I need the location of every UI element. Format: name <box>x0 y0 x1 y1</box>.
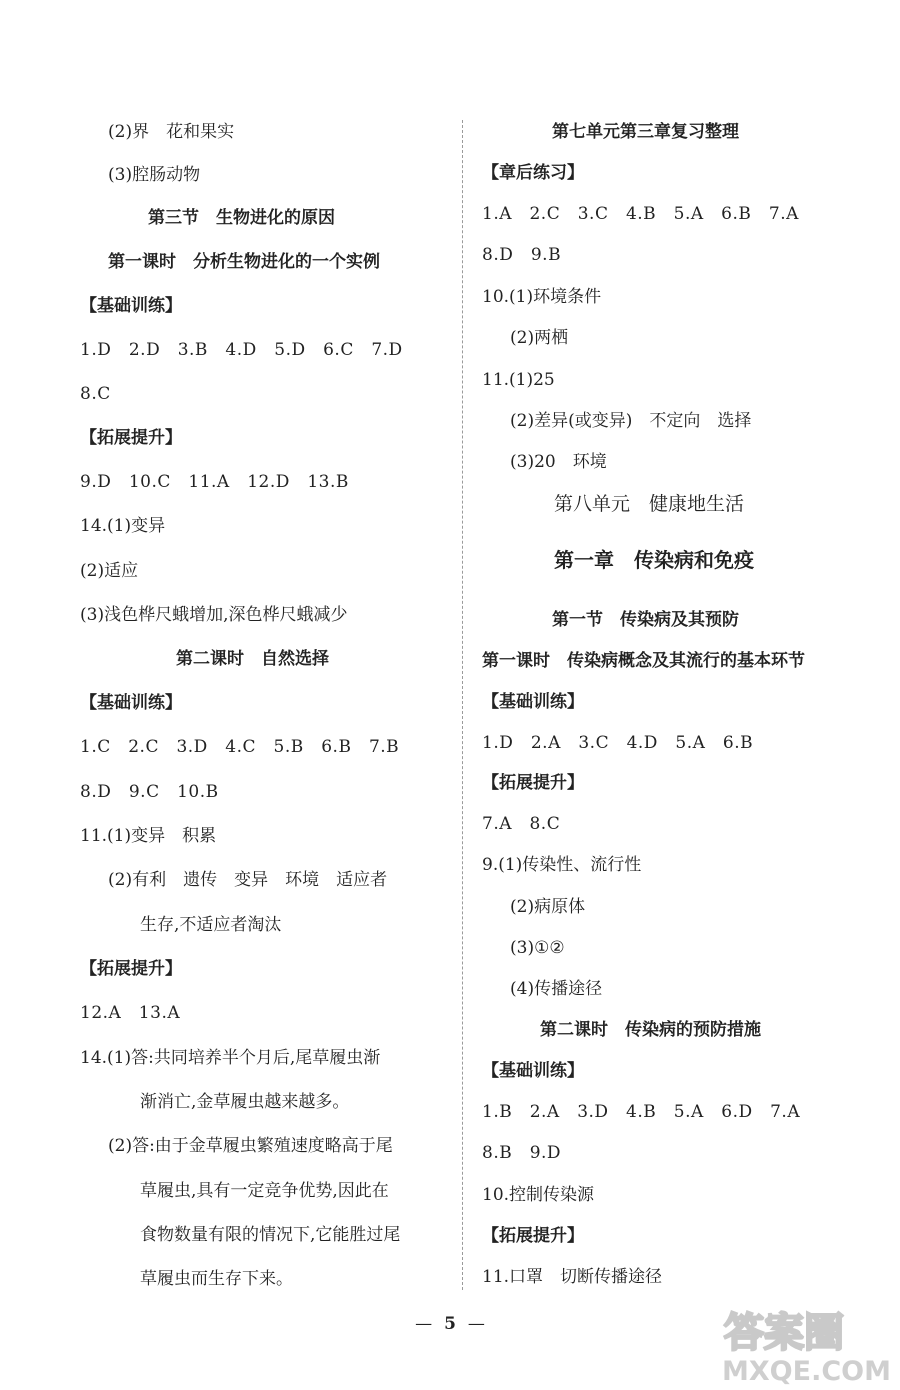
answer-line: (4)传播途径 <box>510 979 603 999</box>
answer-line: 食物数量有限的情况下,它能胜过尾 <box>140 1225 401 1245</box>
answer-line: 11.(1)25 <box>482 370 555 390</box>
answer-line: 渐消亡,金草履虫越来越多。 <box>140 1092 350 1112</box>
answer-line: 9.D 10.C 11.A 12.D 13.B <box>80 472 349 492</box>
answer-line: 8.D 9.B <box>482 245 562 265</box>
exercise-heading: 【拓展提升】 <box>482 1226 584 1246</box>
exercise-heading: 【基础训练】 <box>80 296 182 316</box>
answer-line: 草履虫,具有一定竞争优势,因此在 <box>140 1181 389 1201</box>
exercise-heading: 【基础训练】 <box>482 1061 584 1081</box>
exercise-heading: 【基础训练】 <box>80 693 182 713</box>
answer-line: (2)适应 <box>80 561 139 581</box>
answer-line: 8.D 9.C 10.B <box>80 782 219 802</box>
answer-line: 8.C <box>80 384 111 404</box>
exercise-heading: 【章后练习】 <box>482 163 584 183</box>
answer-line: 7.A 8.C <box>482 814 561 834</box>
answer-line: 14.(1)答:共同培养半个月后,尾草履虫渐 <box>80 1048 381 1068</box>
answer-line: (2)有利 遗传 变异 环境 适应者 <box>108 870 388 890</box>
column-divider <box>462 120 463 1290</box>
answer-line: (3)20 环境 <box>510 452 607 472</box>
answer-line: (3)腔肠动物 <box>108 165 201 185</box>
answer-line: 生存,不适应者淘汰 <box>140 915 282 935</box>
answer-line: 11.(1)变异 积累 <box>80 826 217 846</box>
answer-line: 1.D 2.D 3.B 4.D 5.D 6.C 7.D <box>80 340 403 360</box>
answer-line: (2)病原体 <box>510 897 586 917</box>
answer-line: (2)两栖 <box>510 328 569 348</box>
answer-line: (3)浅色桦尺蛾增加,深色桦尺蛾减少 <box>80 605 348 625</box>
section-title: 第三节 生物进化的原因 <box>148 208 335 228</box>
answer-line: (2)差异(或变异) 不定向 选择 <box>510 411 752 431</box>
watermark-top-text: 答案圈 <box>724 1310 844 1356</box>
answer-line: 9.(1)传染性、流行性 <box>482 855 642 875</box>
answer-line: 12.A 13.A <box>80 1003 181 1023</box>
page-dash-right: — <box>467 1314 485 1334</box>
answer-line: 草履虫而生存下来。 <box>140 1269 293 1289</box>
chapter-title: 第一章 传染病和免疫 <box>554 548 754 572</box>
lesson-title: 第一课时 传染病概念及其流行的基本环节 <box>482 651 805 671</box>
answer-line: 10.控制传染源 <box>482 1185 595 1205</box>
watermark-bottom-text: MXQE.COM <box>722 1356 891 1386</box>
lesson-title: 第二课时 自然选择 <box>176 649 329 669</box>
answer-line: 1.A 2.C 3.C 4.B 5.A 6.B 7.A <box>482 204 799 224</box>
page-dash-left: — <box>415 1314 433 1334</box>
exercise-heading: 【拓展提升】 <box>80 959 182 979</box>
answer-line: 1.D 2.A 3.C 4.D 5.A 6.B <box>482 733 754 753</box>
answer-line: 8.B 9.D <box>482 1143 562 1163</box>
answer-line: (2)答:由于金草履虫繁殖速度略高于尾 <box>108 1136 393 1156</box>
exercise-heading: 【基础训练】 <box>482 692 584 712</box>
unit-title: 第八单元 健康地生活 <box>554 493 745 515</box>
answer-line: 10.(1)环境条件 <box>482 287 602 307</box>
exercise-heading: 【拓展提升】 <box>80 428 182 448</box>
page-number-value: 5 <box>444 1314 456 1334</box>
answer-line: 1.C 2.C 3.D 4.C 5.B 6.B 7.B <box>80 737 400 757</box>
lesson-title: 第二课时 传染病的预防措施 <box>540 1020 761 1040</box>
review-title: 第七单元第三章复习整理 <box>552 122 739 142</box>
answer-line: 1.B 2.A 3.D 4.B 5.A 6.D 7.A <box>482 1102 801 1122</box>
exercise-heading: 【拓展提升】 <box>482 773 584 793</box>
watermark-logo <box>718 1300 896 1386</box>
answer-line: (3)①② <box>510 938 565 958</box>
answer-line: (2)界 花和果实 <box>108 122 235 142</box>
section-title: 第一节 传染病及其预防 <box>552 610 739 630</box>
answer-line: 14.(1)变异 <box>80 516 166 536</box>
answer-line: 11.口罩 切断传播途径 <box>482 1267 663 1287</box>
lesson-title: 第一课时 分析生物进化的一个实例 <box>108 252 380 272</box>
